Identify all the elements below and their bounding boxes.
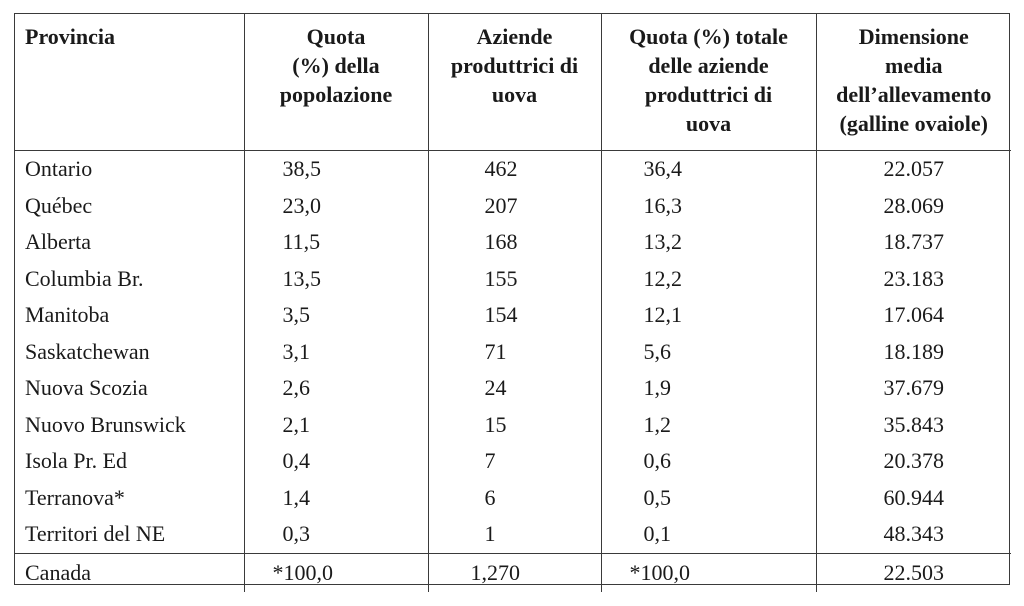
cell-provincia: Ontario <box>25 156 93 181</box>
cell-quota-popolazione: 11,5 <box>244 224 428 261</box>
cell-dimensione-media: 18.189 <box>816 334 1011 371</box>
header-aziende <box>428 14 601 151</box>
cell-provincia: Isola Pr. Ed <box>25 448 128 473</box>
total-aziende: 1,270 <box>428 553 601 592</box>
cell-aziende: 155 <box>428 261 601 298</box>
cell-dimensione-media: 48.343 <box>816 516 1011 553</box>
cell-dimensione-media: 28.069 <box>816 188 1011 225</box>
table-row <box>15 370 1011 407</box>
cell-dimensione-media: 60.944 <box>816 480 1011 517</box>
total-dimensione-media: 22.503 <box>816 553 1011 592</box>
cell-aziende: 207 <box>428 188 601 225</box>
cell-dimensione-media: 23.183 <box>816 261 1011 298</box>
table-row <box>15 480 1011 517</box>
header-row <box>15 14 1011 151</box>
cell-provincia: Nuova Scozia <box>25 375 148 400</box>
table-row <box>15 151 1011 188</box>
cell-quota-popolazione: 38,5 <box>244 151 428 188</box>
header-dimensione-media <box>816 14 1011 151</box>
header-line: popolazione <box>279 82 393 107</box>
cell-quota-aziende: 36,4 <box>601 151 816 188</box>
header-line: Quota (%) totale <box>629 24 788 49</box>
cell-provincia: Saskatchewan <box>25 338 150 364</box>
header-line: (%) della <box>292 53 380 78</box>
table-body <box>15 151 1011 554</box>
total-quota-aziende: *100,0 <box>601 553 816 592</box>
header-line: media <box>885 53 943 78</box>
header-quota-aziende <box>601 14 816 151</box>
cell-dimensione-media: 22.057 <box>816 151 1011 188</box>
header-line: Quota <box>306 24 366 49</box>
total-row <box>15 553 1011 592</box>
header-line: delle aziende <box>648 53 769 78</box>
total-label: Canada <box>15 553 244 592</box>
table-row <box>15 188 1011 225</box>
cell-provincia: Territori del NE <box>25 521 166 546</box>
egg-producers-table <box>15 14 1011 592</box>
cell-quota-popolazione: 3,1 <box>244 334 428 371</box>
header-provincia <box>15 14 244 151</box>
cell-quota-popolazione: 3,5 <box>244 297 428 334</box>
cell-aziende: 6 <box>428 480 601 517</box>
total-quota-popolazione: *100,0 <box>244 553 428 592</box>
cell-quota-popolazione: 0,3 <box>244 516 428 553</box>
table-row <box>15 407 1011 444</box>
data-table-frame <box>14 13 1010 585</box>
header-line: produttrici di <box>644 82 773 107</box>
cell-quota-aziende: 1,2 <box>601 407 816 444</box>
table-header <box>15 14 1011 151</box>
cell-quota-aziende: 0,1 <box>601 516 816 553</box>
table-row <box>15 334 1011 371</box>
table-row <box>15 297 1011 334</box>
cell-aziende: 1 <box>428 516 601 553</box>
header-line: produttrici di <box>450 53 579 78</box>
cell-quota-popolazione: 2,1 <box>244 407 428 444</box>
cell-aziende: 168 <box>428 224 601 261</box>
cell-quota-popolazione: 1,4 <box>244 480 428 517</box>
cell-quota-aziende: 1,9 <box>601 370 816 407</box>
cell-dimensione-media: 18.737 <box>816 224 1011 261</box>
header-line: Provincia <box>25 24 116 49</box>
cell-provincia: Nuovo Brunswick <box>25 411 186 437</box>
cell-quota-popolazione: 0,4 <box>244 443 428 480</box>
cell-quota-popolazione: 13,5 <box>244 261 428 298</box>
table-row <box>15 516 1011 553</box>
cell-dimensione-media: 17.064 <box>816 297 1011 334</box>
cell-aziende: 15 <box>428 407 601 444</box>
cell-quota-aziende: 12,1 <box>601 297 816 334</box>
cell-aziende: 154 <box>428 297 601 334</box>
cell-dimensione-media: 20.378 <box>816 443 1011 480</box>
cell-quota-aziende: 16,3 <box>601 188 816 225</box>
cell-quota-popolazione: 23,0 <box>244 188 428 225</box>
cell-quota-aziende: 12,2 <box>601 261 816 298</box>
header-line: Aziende <box>476 24 553 49</box>
cell-dimensione-media: 37.679 <box>816 370 1011 407</box>
table-row <box>15 443 1011 480</box>
cell-provincia: Columbia Br. <box>25 265 144 291</box>
cell-provincia: Alberta <box>25 229 91 254</box>
cell-quota-aziende: 5,6 <box>601 334 816 371</box>
cell-quota-aziende: 0,6 <box>601 443 816 480</box>
header-line: uova <box>491 82 538 107</box>
cell-provincia: Terranova* <box>25 484 125 510</box>
cell-quota-popolazione: 2,6 <box>244 370 428 407</box>
header-line: dell’allevamento <box>836 82 992 107</box>
cell-aziende: 24 <box>428 370 601 407</box>
cell-quota-aziende: 0,5 <box>601 480 816 517</box>
cell-provincia: Québec <box>25 192 93 218</box>
header-quota-popolazione <box>244 14 428 151</box>
header-line: uova <box>685 111 732 136</box>
header-line: (galline ovaiole) <box>839 111 988 136</box>
cell-quota-aziende: 13,2 <box>601 224 816 261</box>
table-row <box>15 261 1011 298</box>
table-row <box>15 224 1011 261</box>
cell-provincia: Manitoba <box>25 302 110 327</box>
cell-aziende: 71 <box>428 334 601 371</box>
cell-aziende: 462 <box>428 151 601 188</box>
header-line: Dimensione <box>858 24 969 49</box>
table-total <box>15 553 1011 592</box>
cell-dimensione-media: 35.843 <box>816 407 1011 444</box>
cell-aziende: 7 <box>428 443 601 480</box>
